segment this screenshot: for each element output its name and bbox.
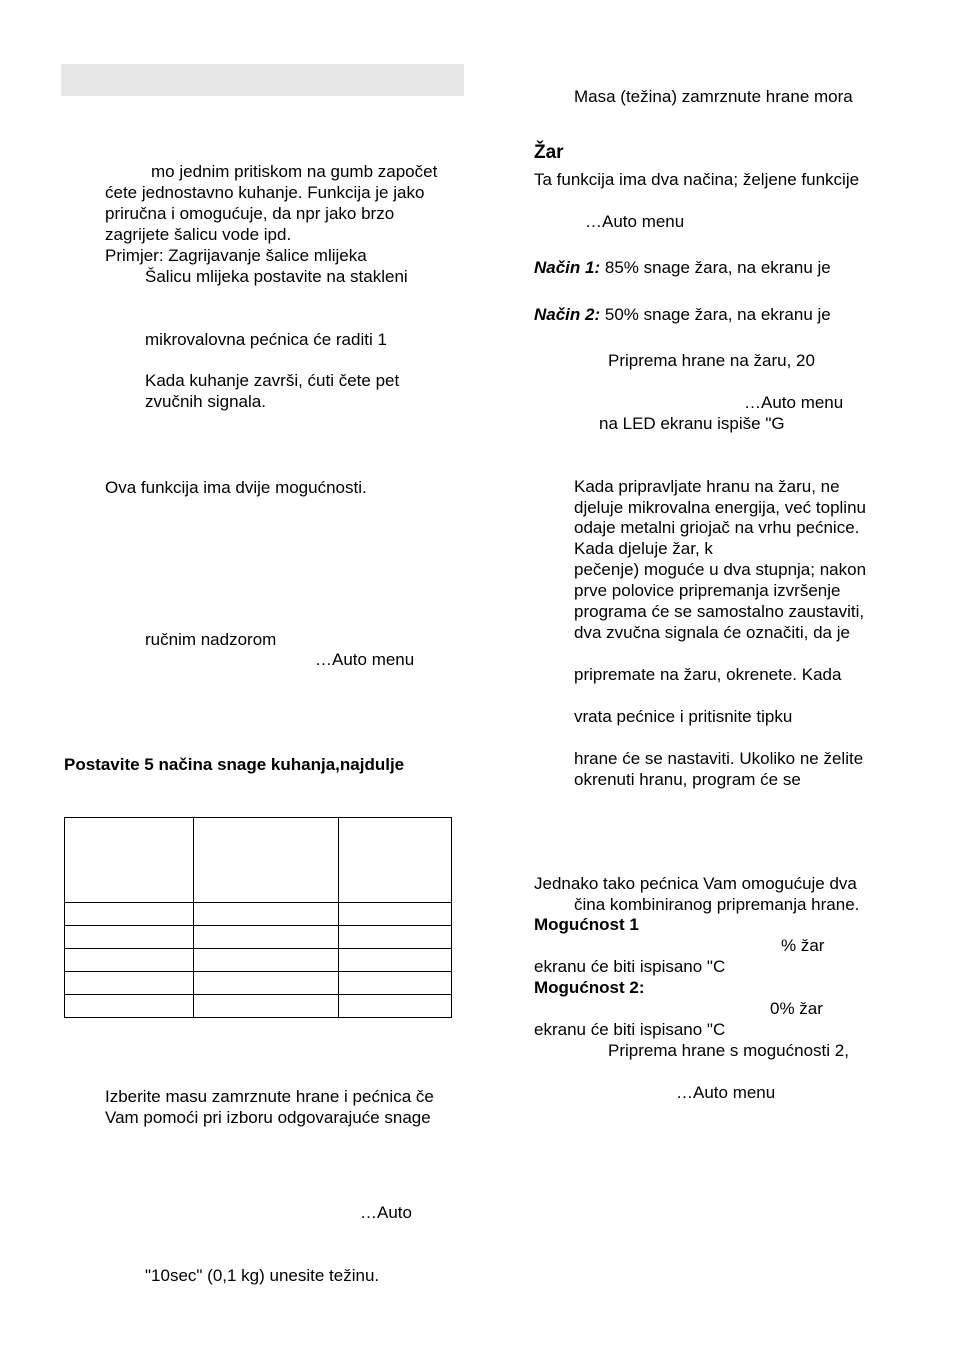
table-cell <box>339 972 452 995</box>
table-cell <box>339 949 452 972</box>
text-line: hrane će se nastaviti. Ukoliko ne želite <box>574 749 864 768</box>
table-cell <box>339 818 452 903</box>
text-line: "10sec" (0,1 kg) unesite težinu. <box>145 1266 380 1285</box>
text-line: …Auto menu <box>676 1083 776 1102</box>
text-line: …Auto <box>360 1203 412 1222</box>
power-table <box>64 817 452 1018</box>
table-header-row <box>65 818 452 903</box>
table-row <box>65 903 452 926</box>
mode-2-text: 50% snage žara, na ekranu je <box>604 305 831 324</box>
text-line: Izberite masu zamrznute hrane i pećnica če <box>105 1087 434 1106</box>
text-line: programa će se samostalno zaustaviti, <box>574 602 865 621</box>
text-line: ekranu će biti ispisano "C <box>534 957 726 976</box>
table-cell <box>65 818 194 903</box>
text-line: Ta funkcija ima dva načina; željene funkcije <box>534 170 860 189</box>
text-line: na LED ekranu ispiše "G <box>599 414 785 433</box>
table-cell <box>339 926 452 949</box>
text-line: vrata pećnice i pritisnite tipku <box>574 707 793 726</box>
table-row <box>65 972 452 995</box>
text-line: Priprema hrane na žaru, 20 <box>608 351 815 370</box>
text-line: zagrijete šalicu vode ipd. <box>105 225 292 244</box>
text-line: Ova funkcija ima dvije mogućnosti. <box>105 478 367 497</box>
text-line: ekranu će biti ispisano "C <box>534 1020 726 1039</box>
text-line: 0% žar <box>770 999 823 1018</box>
text-line: mikrovalovna pećnica će raditi 1 <box>145 330 387 349</box>
table-cell <box>194 995 339 1018</box>
mode-2-line <box>534 304 831 325</box>
text-line: djeluje mikrovalna energija, već toplinu <box>574 498 866 517</box>
text-line: ručnim nadzorom <box>145 630 277 649</box>
table-cell <box>65 926 194 949</box>
text-line: priručna i omogućuje, da npr jako brzo <box>105 204 395 223</box>
table-cell <box>65 972 194 995</box>
mode-1-line <box>534 257 831 278</box>
text-line: …Auto menu <box>744 393 844 412</box>
text-line: Šalicu mlijeka postavite na stakleni <box>145 267 408 286</box>
table-row <box>65 926 452 949</box>
text-line: Masa (težina) zamrznute hrane mora <box>574 87 853 106</box>
text-line: Kada kuhanje završi, ćuti čete pet <box>145 371 400 390</box>
table-row <box>65 995 452 1018</box>
section-heading: Žar <box>534 142 564 163</box>
mode-1-text: 85% snage žara, na ekranu je <box>604 258 831 277</box>
mode-1-label: Način 1: <box>534 258 601 277</box>
text-line: Kada pripravljate hranu na žaru, ne <box>574 477 840 496</box>
mode-2-label: Način 2: <box>534 305 601 324</box>
option-2-label: Mogućnost 2: <box>534 978 645 997</box>
section-header-bar <box>61 64 464 96</box>
text-line: prve polovice pripremanja izvršenje <box>574 581 841 600</box>
text-line: Kada djeluje žar, k <box>574 539 713 558</box>
text-line: pripremate na žaru, okrenete. Kada <box>574 665 842 684</box>
text-line: okrenuti hranu, program će se <box>574 770 801 789</box>
text-line: …Auto menu <box>315 650 415 669</box>
text-line: Primjer: Zagrijavanje šalice mlijeka <box>105 246 367 265</box>
text-line: Jednako tako pećnica Vam omogućuje dva <box>534 874 857 893</box>
text-line: ćete jednostavno kuhanje. Funkcija je jako <box>105 183 425 202</box>
text-line: zvučnih signala. <box>145 392 266 411</box>
table-cell <box>339 995 452 1018</box>
table-cell <box>194 972 339 995</box>
table-cell <box>194 926 339 949</box>
text-line: dva zvučna signala će označiti, da je <box>574 623 850 642</box>
bold-text-line: Postavite 5 načina snage kuhanja,najdulje <box>64 755 405 774</box>
table-cell <box>194 949 339 972</box>
table-cell <box>194 903 339 926</box>
text-line: Priprema hrane s mogućnosti 2, <box>608 1041 849 1060</box>
text-line: pečenje) moguće u dva stupnja; nakon <box>574 560 867 579</box>
text-line: Vam pomoći pri izboru odgovarajuće snage <box>105 1108 431 1127</box>
text-line: …Auto menu <box>585 212 685 231</box>
option-1-label: Mogućnost 1 <box>534 915 639 934</box>
text-line: čina kombiniranog pripremanja hrane. <box>574 895 860 914</box>
table-cell <box>65 949 194 972</box>
text-line: odaje metalni griojač na vrhu pećnice. <box>574 518 860 537</box>
table-cell <box>339 903 452 926</box>
text-line: % žar <box>781 936 825 955</box>
table-cell <box>65 903 194 926</box>
table-row <box>65 949 452 972</box>
table-cell <box>65 995 194 1018</box>
table-cell <box>194 818 339 903</box>
text-line: mo jednim pritiskom na gumb započet <box>151 162 438 181</box>
